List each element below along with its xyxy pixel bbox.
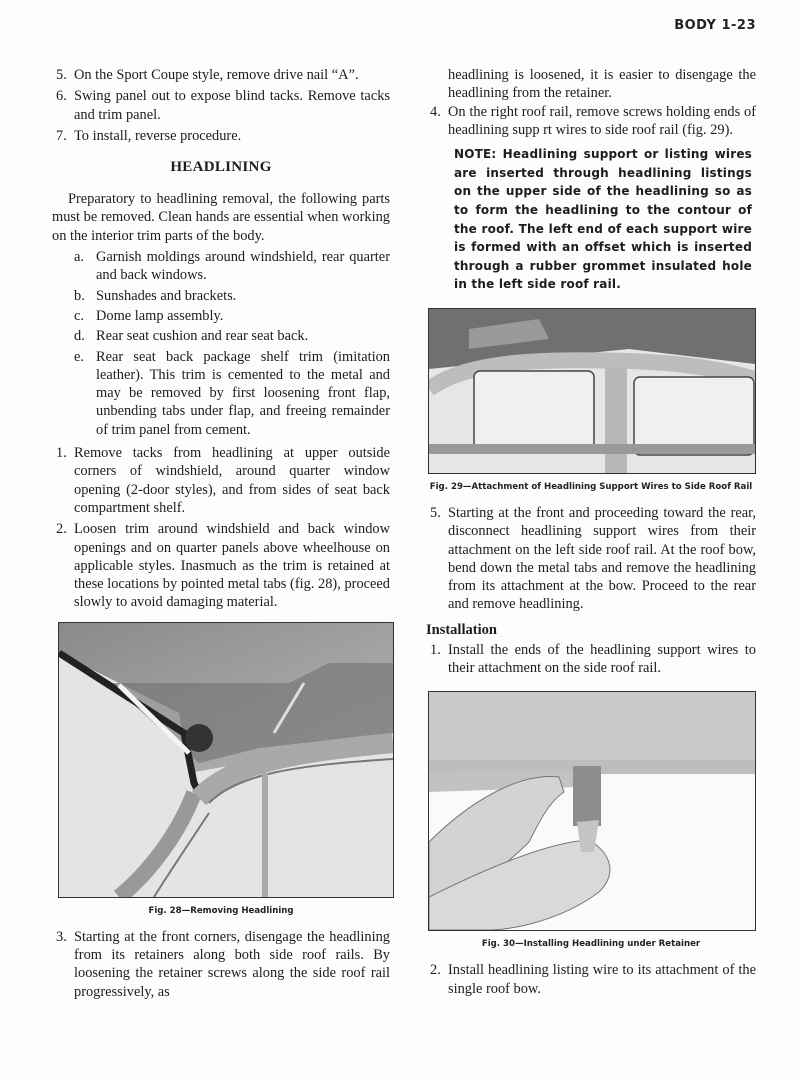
figure-28-caption: Fig. 28—Removing Headlining xyxy=(148,905,294,916)
prep-item-a: a. Garnish moldings around windshield, rear quarter and back windows. xyxy=(74,249,390,284)
prep-item-e: e. Rear seat back package shelf trim (imitation leather). This trim is cemented to the metal and may be removed by first loosening front flap, unbending tabs under flap, and freeing remainder of trim panel from cement. xyxy=(74,348,390,438)
figure-30-photo xyxy=(428,691,756,931)
note-block: NOTE: Headlining support or listing wires are inserted through headlining listings on the upper side of the headlining so as to form the headlining to the contour of the roof. The left end of each support wire is formed with an offset which is inserted through a rubber grommet insulated hole in the left side roof rail. xyxy=(454,147,752,292)
install-step-1: 1. Install the ends of the headlining support wires to their attachment on the side roof rail. xyxy=(430,641,756,677)
step-6: 6. Swing panel out to expose blind tacks. Remove tacks and trim panel. xyxy=(56,88,390,123)
right-column xyxy=(426,66,756,1001)
figure-29-caption: Fig. 29—Attachment of Headlining Support Wires to Side Roof Rail xyxy=(429,481,753,492)
page-number: 1-23 xyxy=(721,18,756,33)
intro-paragraph: Preparatory to headlining removal, the following parts must be removed. Clean hands are essential when working on the interior trim parts of the body. xyxy=(52,191,390,244)
left-column xyxy=(52,66,390,1004)
section-name: BODY xyxy=(674,18,717,33)
installation-heading: Installation xyxy=(426,621,497,638)
step-5: 5. On the Sport Coupe style, remove drive nail “A”. xyxy=(56,67,359,83)
continued-text: headlining is loosened, it is easier to disengage the headlining from the retainer. xyxy=(448,67,756,102)
figure-29-photo xyxy=(428,308,756,474)
removal-step-3: 3. Starting at the front corners, disengage the headlining from its retainers along both side roof rails. By loosening the retainer screws along the side roof rail progressively, as xyxy=(56,928,390,1000)
removal-step-5: 5. Starting at the front and proceeding toward the rear, disconnect headlining support wires from their attachment on the left side roof rail. At the roof bow, bend down the metal tabs and remove the headlining from its attachment at the bow. Proceed to the rear and remove headlining. xyxy=(430,504,756,613)
prep-item-d: d. Rear seat cushion and rear seat back. xyxy=(74,328,309,345)
removal-step-1: 1. Remove tacks from headlining at upper outside corners of windshield, around quarter window opening (2-door styles), and from sides of seat back compartment shelf. xyxy=(56,445,390,516)
removal-step-2: 2. Loosen trim around windshield and back window openings and on quarter panels above wheelhouse on applicable styles. Inasmuch as the trim is retained at these locations by pointed metal tabs (fig. 28), proceed slowly to avoid damaging material. xyxy=(56,521,390,611)
support-wires-illustration xyxy=(429,309,755,473)
step-7: 7. To install, reverse procedure. xyxy=(56,127,242,144)
figure-28-photo xyxy=(58,622,394,898)
figure-30-caption: Fig. 30—Installing Headlining under Retainer xyxy=(481,939,701,950)
removal-step-4: 4. On the right roof rail, remove screws holding ends of headlining supp rt wires to side roof rail (fig. 29). xyxy=(430,103,756,138)
prep-item-b: b. Sunshades and brackets. xyxy=(74,287,237,304)
removing-headlining-illustration xyxy=(59,623,393,897)
prep-item-c: c. Dome lamp assembly. xyxy=(74,307,224,324)
section-title: HEADLINING xyxy=(170,159,272,176)
page-header xyxy=(674,18,756,33)
install-step-2: 2. Install headlining listing wire to its attachment of the single roof bow. xyxy=(430,962,756,997)
installing-headlining-illustration xyxy=(429,692,755,930)
